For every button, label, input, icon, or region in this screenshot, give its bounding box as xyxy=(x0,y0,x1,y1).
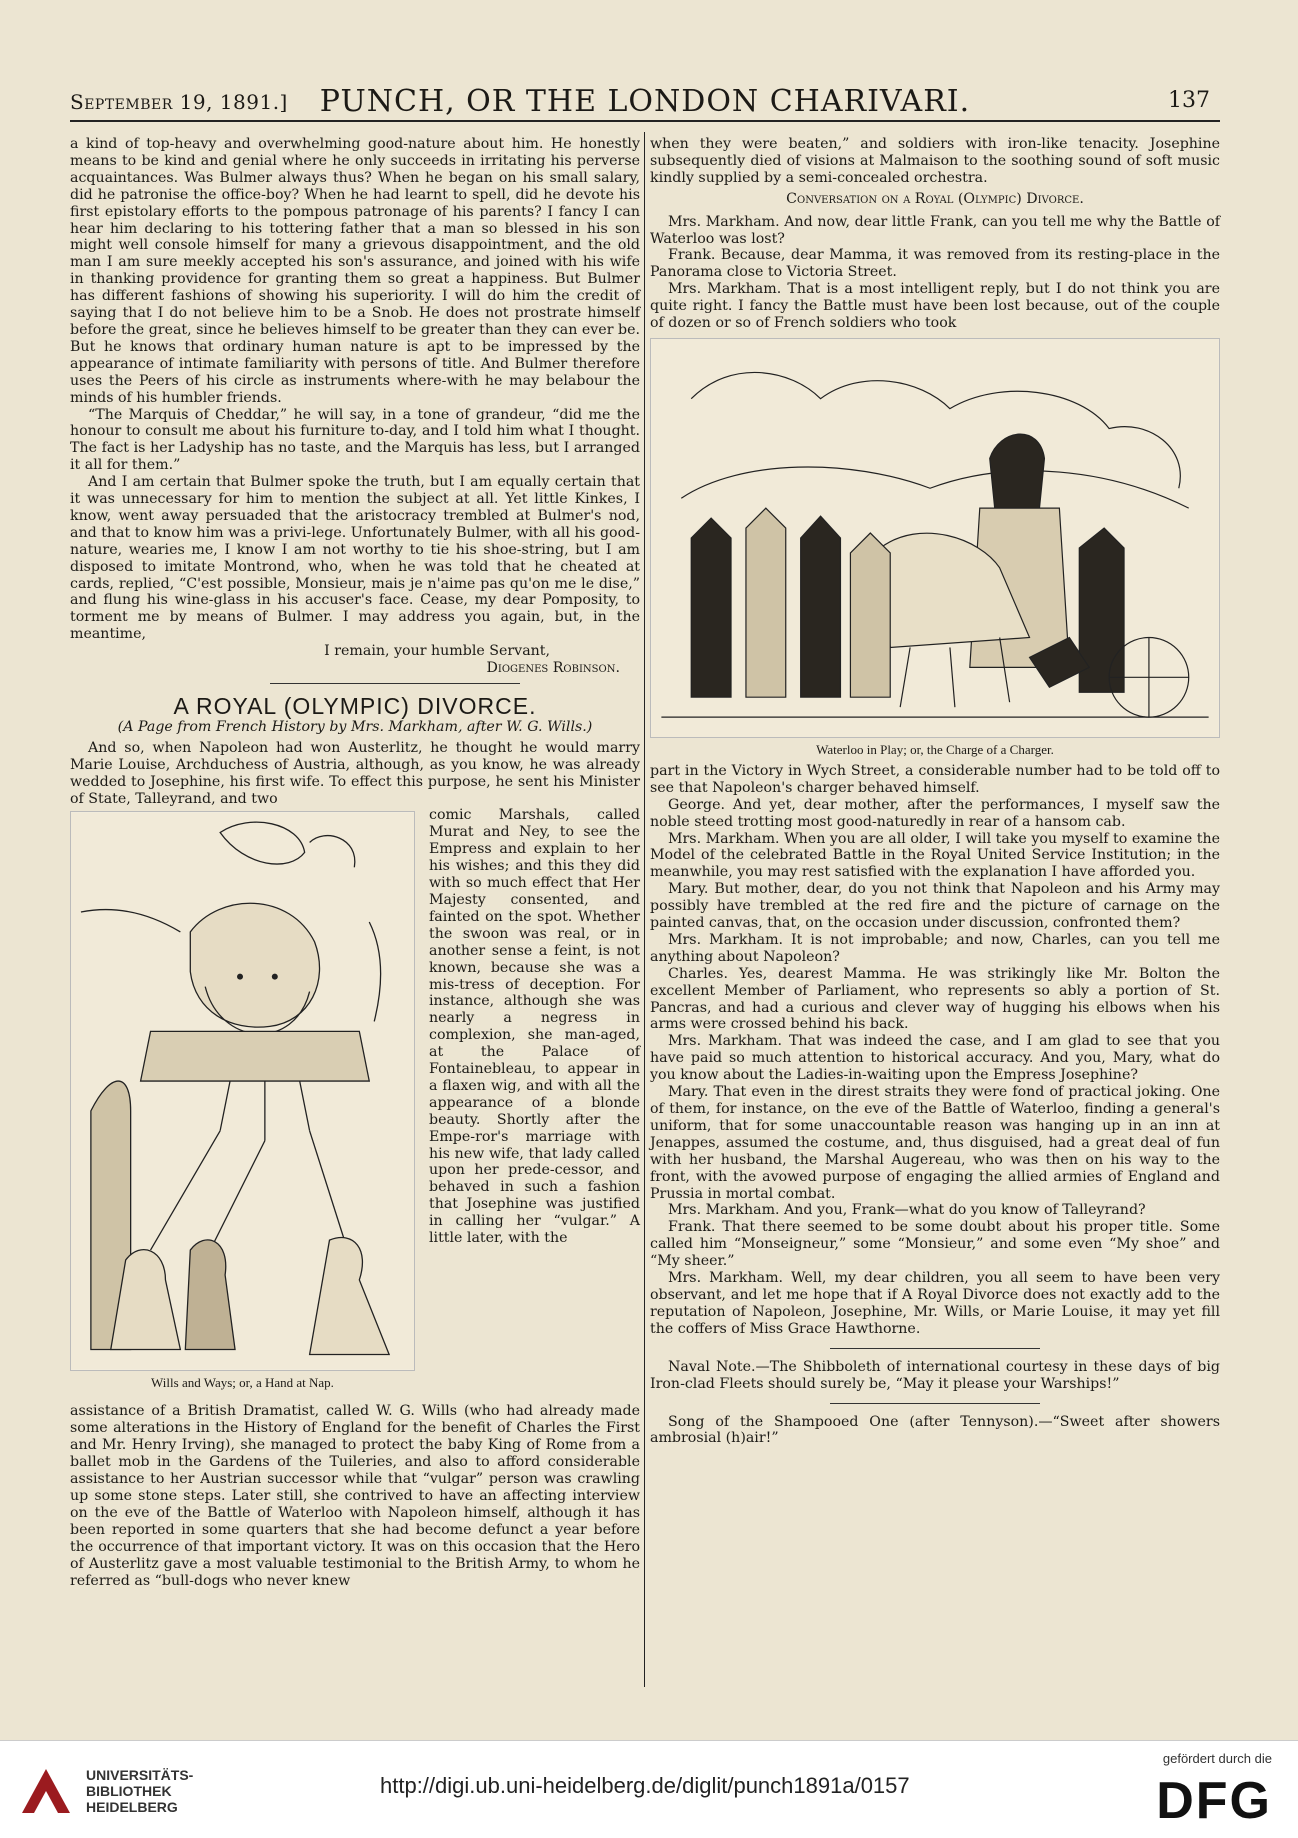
institution-name xyxy=(86,1767,193,1815)
signature: Diogenes Robinson. xyxy=(486,660,620,677)
dialogue-line: Charles. Yes, dearest Mamma. He was strikingly like Mr. Bolton the excellent Member of Parliament, who represents so ably a portion of St. Pancras, and had a curious and clever way of hugging his elbows when his arms were crossed behind his back. xyxy=(650,965,1220,1033)
article-subtitle: (A Page from French History by Mrs. Markham, after W. G. Wills.) xyxy=(117,718,593,735)
paragraph: comic Marshals, called Murat and Ney, to see the Empress and explain to her his wishes; and this they did with so much effect that Her Majesty consented, and fainted on the spot. Whether the swoon was real, or in another sense a feint, is not known, because she was a mis-tress of deception. For instance, although she was nearly a negress in complexion, she man-aged, at the Palace of Fontainebleau, to appear in a flaxen wig, and with all the appearance of a blonde beauty. Shortly after the Empe-ror's marriage with his new wife, that lady called upon her prede-cessor, and behaved in such a fashion that Josephine was justified in calling her “vulgar.” A little later, with the xyxy=(429,807,640,1247)
dialogue-line: Frank. That there seemed to be some doubt about his proper title. Some called him “Monseigneur,” some “Monsieur,” and some even “My shoe” and “My sheer.” xyxy=(650,1219,1220,1270)
dialogue-line: Mrs. Markham. And you, Frank—what do you know of Talleyrand? xyxy=(668,1202,1146,1219)
university-library-logo-icon xyxy=(16,1763,76,1819)
column-divider xyxy=(644,132,645,1687)
dialogue-line: part in the Victory in Wych Street, a considerable number had to be told off to see that Napoleon's charger behaved himself. xyxy=(650,762,1220,796)
right-column xyxy=(650,136,1220,1447)
divider-rule xyxy=(270,683,520,684)
divider-rule xyxy=(830,1348,1040,1349)
article-title: A ROYAL (OLYMPIC) DIVORCE. xyxy=(173,693,537,719)
dialogue-line: Mrs. Markham. That was indeed the case, and I am glad to see that you have paid so much attention to historical accuracy. And you, Mary, what do you know about the Ladies-in-waiting upon the Empress Josephine? xyxy=(650,1033,1220,1084)
dialogue-line: Mary. But mother, dear, do you not think that Napoleon and his Army may possibly have trembled at the red fire and the picture of carnage on the painted canvas, that, on the occasion under discussion, confronted them? xyxy=(650,881,1220,932)
dialogue-line: Mary. That even in the direst straits they were fond of practical joking. One of them, for instance, on the eve of the Battle of Waterloo, finding a general's uniform, that for some unaccountable reason was hanging up in an inn at Jenappes, assumed the costume, and, thus disguised, had a great deal of fun with her husband, the Marshal Augereau, who was then on his way to the front, with the avowed purpose of engaging the allied armies of England and Prussia in mortal combat. xyxy=(650,1084,1220,1202)
illustration-waterloo-in-play xyxy=(650,338,1220,759)
paragraph: when they were beaten,” and soldiers with iron-like tenacity. Josephine subsequently died of visions at Malmaison to the soothing sound of soft music kindly supplied by a semi-concealed orchestra. xyxy=(650,136,1220,186)
dialogue-line: George. And yet, dear mother, after the performances, I myself saw the noble steed trotting most good-naturedly in rear of a hansom cab. xyxy=(650,796,1220,830)
paragraph: assistance of a British Dramatist, called W. G. Wills (who had already made some alterations in the History of England for the benefit of Charles the First and Mr. Henry Irving), she managed to protect the baby King of Rome from a ballet mob in the Gardens of the Tuileries, and also to afford considerable assistance to her Austrian successor while that “vulgar” person was crawling up some stone steps. Later still, she contrived to have an affecting interview on the eve of the Battle of Waterloo with Napoleon himself, although it has been reported in some quarters that she had become defunct a year before the occurrence of that important victory. It was on this occasion that the Hero of Austerlitz gave a most valuable testimonial to the British Army, to whom he referred as “bull-dogs who never knew xyxy=(70,1403,640,1589)
digitization-footer xyxy=(0,1740,1298,1838)
dfg-logo: DFG xyxy=(1156,1772,1272,1830)
left-column xyxy=(70,136,640,1589)
cartoon-waterloo-illustration xyxy=(650,338,1220,738)
illustration-wills-and-ways xyxy=(70,811,415,1399)
figure-caption: Wills and Ways; or, a Hand at Nap. xyxy=(151,1375,334,1391)
dialogue-line: Mrs. Markham. That is a most intelligent reply, but I do not think you are quite right. I fancy the Battle must have been lost because, out of the couple of dozen or so of French soldiers who took xyxy=(650,281,1220,332)
dialogue-line: Mrs. Markham. It is not improbable; and now, Charles, can you tell me anything about Napoleon? xyxy=(650,931,1220,965)
paragraph: “The Marquis of Cheddar,” he will say, in a tone of grandeur, “did me the honour to consult me about his furniture to-day, and I told him what I thought. The fact is her Ladyship has no taste, and the Marquis has less, but I arranged it all for them.” xyxy=(70,406,640,474)
dialogue-line: Mrs. Markham. When you are all older, I will take you myself to examine the Model of the celebrated Battle in the Royal United Service Institution; in the meanwhile, you may rest satisfied with the explanation I have afforded you. xyxy=(650,830,1220,881)
page-header xyxy=(70,80,1220,122)
figure-caption: Waterloo in Play; or, the Charge of a Charger. xyxy=(816,741,1054,757)
paragraph: a kind of top-heavy and overwhelming good-nature about him. He honestly means to be kind and genial where he only succeeds in irritating his perverse acquaintances. Was Bulmer always thus? When he began on his small salary, did he patronise the office-boy? When he had learnt to spell, did he devote his first epistolary efforts to the pompous patronage of his parents? I fancy I can hear him declaring to his tottering father that a man so blessed in his son might well console himself for many a grievous disappointment, and the old man I am sure meekly accepted his son's assurance, and joined with his wife in thanking providence for granting them so great a happiness. But Bulmer has different fashions of showing his superiority. I will do him the credit of saying that I do not believe him to be a Snob. He does not prostrate himself before the great, since he believes himself to be greater than they can ever be. But he knows that ordinary human nature is apt to be impressed by the appearance of intimate familiarity with persons of title. And Bulmer therefore uses the Peers of his circle as instruments where-with he may belabour the minds of his humbler friends. xyxy=(70,136,640,406)
signoff-line: I remain, your humble Servant, xyxy=(324,643,550,660)
naval-note: Naval Note.—The Shibboleth of international courtesy in these days of big Iron-clad Fleets should surely be, “May it please your Warships!” xyxy=(650,1358,1220,1392)
funded-by-label: gefördert durch die xyxy=(1162,1751,1272,1766)
dialogue-line: Mrs. Markham. Well, my dear children, you all seem to have been very observant, and let me hope that if A Royal Divorce does not exactly add to the reputation of Napoleon, Josephine, Mr. Wills, or Marie Louise, it may yet fill the coffers of Miss Grace Hawthorne. xyxy=(650,1270,1220,1337)
paragraph: And so, when Napoleon had won Austerlitz, he thought he would marry Marie Louise, Archduchess of Austria, although, as you know, he was already wedded to Josephine, his first wife. To effect this purpose, he sent his Minister of State, Talleyrand, and two xyxy=(70,739,640,807)
dialogue-line: Frank. Because, dear Mamma, it was removed from its resting-place in the Panorama close to Victoria Street. xyxy=(650,247,1220,281)
cartoon-puppeteer-illustration xyxy=(70,811,415,1371)
issue-date: September 19, 1891.] xyxy=(70,90,288,114)
institution-line: UNIVERSITÄTS- BIBLIOTHEK HEIDELBERG xyxy=(86,1767,194,1815)
dialogue-line: Mrs. Markham. And now, dear little Frank, can you tell me why the Battle of Waterloo was lost? xyxy=(650,213,1220,247)
page-number: 137 xyxy=(1168,88,1210,113)
permalink-url[interactable]: http://digi.ub.uni-heidelberg.de/diglit/punch1891a/0157 xyxy=(380,1773,910,1798)
paragraph: And I am certain that Bulmer spoke the truth, but I am equally certain that it was unnecessary for him to mention the subject at all. Yet little Kinkes, I know, went away persuaded that the aristocracy trembled at Bulmer's nod, and that to know him was a privi-lege. Unfortunately Bulmer, with all his good-nature, wearies me, I know I am not worthy to tie his shoe-string, but I am disposed to imitate Montrond, who, when he was told that he cheated at cards, replied, “C'est possible, Monsieur, mais je n'aime pas qu'on me le dise,” and flung his wine-glass in his accuser's face. Cease, my dear Pomposity, to torment me by means of Bulmer. I may address you again, but, in the meantime, xyxy=(70,474,640,643)
divider-rule xyxy=(830,1403,1040,1404)
song-note: Song of the Shampooed One (after Tennyson).—“Sweet after showers ambrosial (h)air!” xyxy=(650,1413,1220,1447)
masthead-title: PUNCH, OR THE LONDON CHARIVARI. xyxy=(319,84,971,119)
section-subheading: Conversation on a Royal (Olympic) Divorce. xyxy=(786,190,1084,207)
